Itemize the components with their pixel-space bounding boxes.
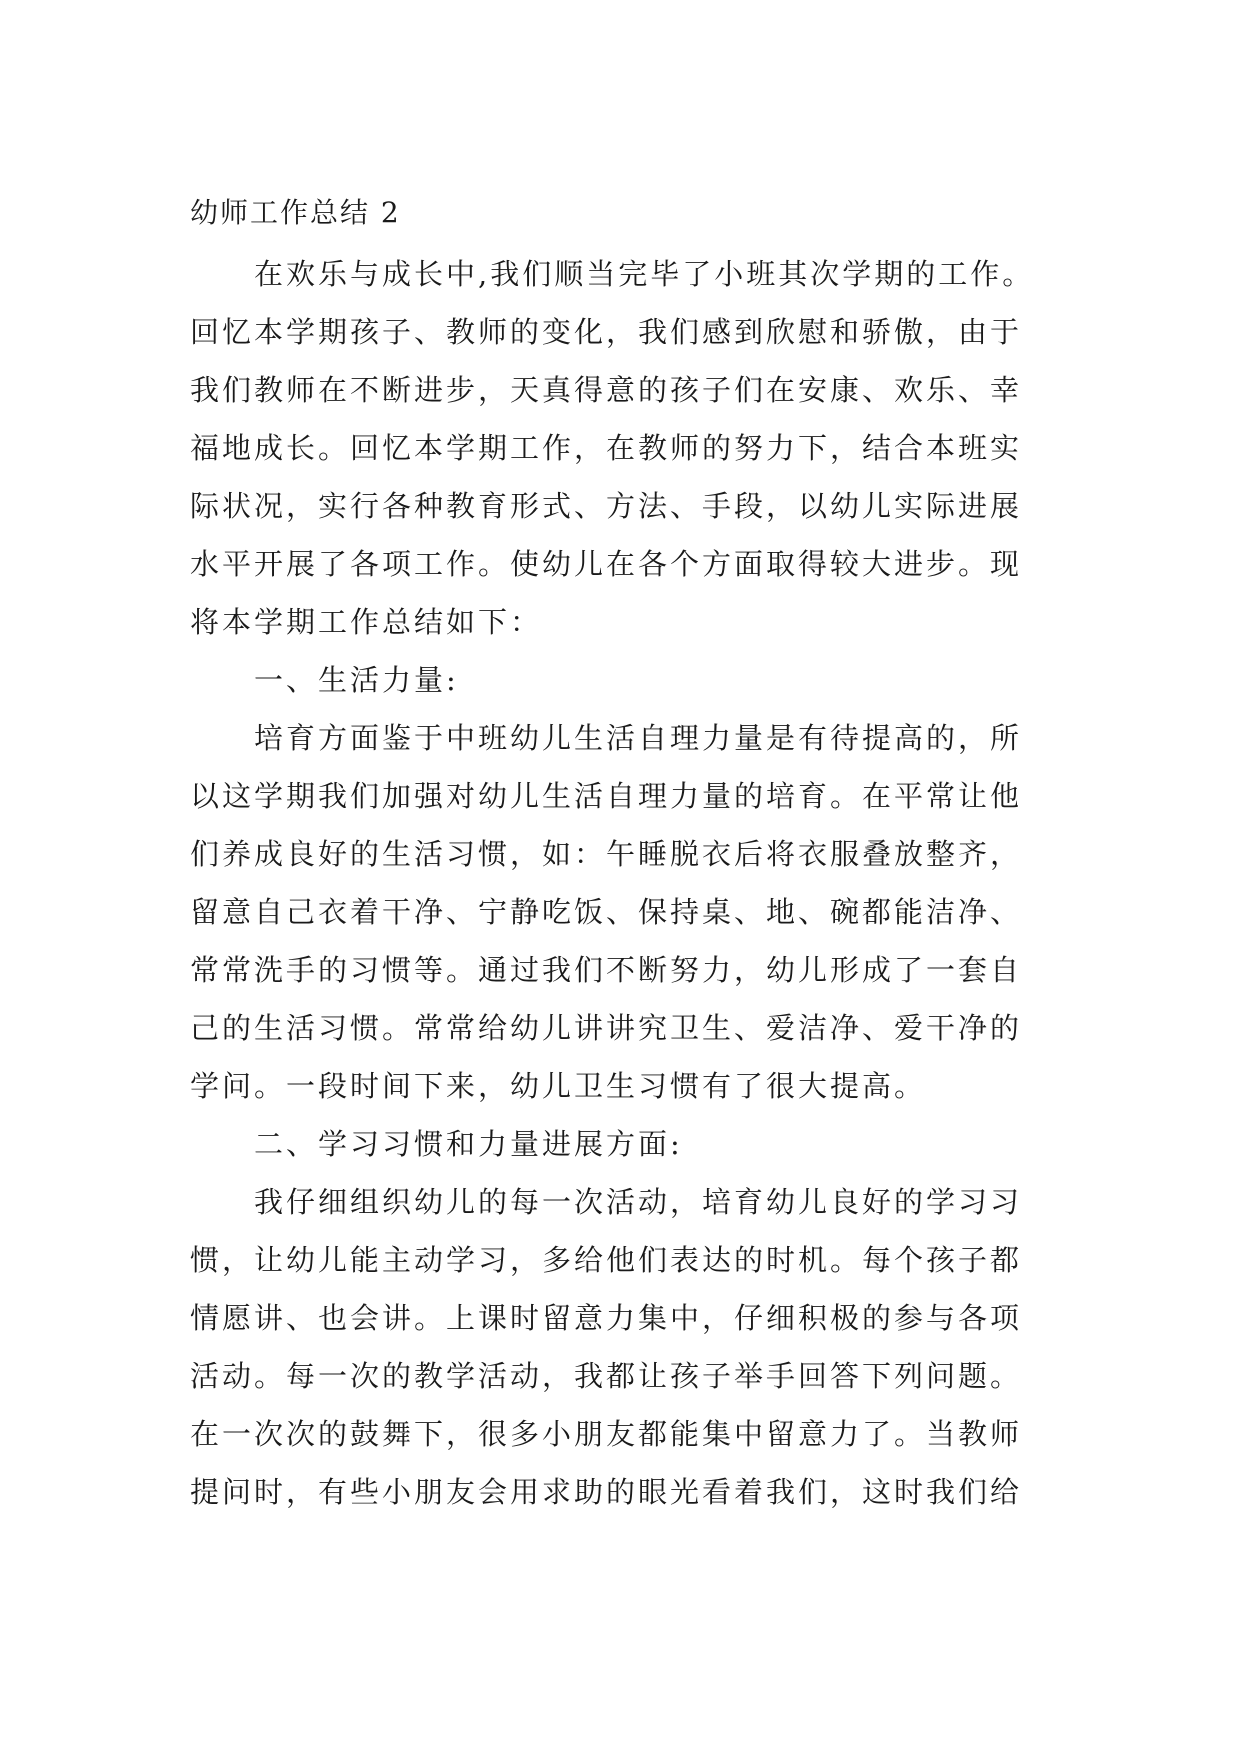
paragraph-line: 留意自己衣着干净、宁静吃饭、保持桌、地、碗都能洁净、 xyxy=(190,895,1023,929)
paragraph-line: 提问时，有些小朋友会用求助的眼光看着我们，这时我们给 xyxy=(190,1475,1023,1509)
paragraph-line: 在欢乐与成长中,我们顺当完毕了小班其次学期的工作。 xyxy=(254,257,1035,291)
paragraph-line: 情愿讲、也会讲。上课时留意力集中，仔细积极的参与各项 xyxy=(190,1301,1023,1335)
paragraph-line: 以这学期我们加强对幼儿生活自理力量的培育。在平常让他 xyxy=(190,779,1023,813)
paragraph-line: 水平开展了各项工作。使幼儿在各个方面取得较大进步。现 xyxy=(190,547,1023,581)
section-heading: 一、生活力量: xyxy=(254,663,459,697)
paragraph-line: 们养成良好的生活习惯，如：午睡脱衣后将衣服叠放整齐， xyxy=(190,837,1023,871)
paragraph-line: 己的生活习惯。常常给幼儿讲讲究卫生、爱洁净、爱干净的 xyxy=(190,1011,1023,1045)
paragraph-line: 学问。一段时间下来，幼儿卫生习惯有了很大提高。 xyxy=(190,1069,927,1103)
paragraph-line: 活动。每一次的教学活动，我都让孩子举手回答下列问题。 xyxy=(190,1359,1023,1393)
paragraph-line: 常常洗手的习惯等。通过我们不断努力，幼儿形成了一套自 xyxy=(190,953,1023,987)
section-heading: 二、学习习惯和力量进展方面: xyxy=(254,1127,683,1161)
paragraph-line: 回忆本学期孩子、教师的变化，我们感到欣慰和骄傲，由于 xyxy=(190,315,1023,349)
paragraph-line: 培育方面鉴于中班幼儿生活自理力量是有待提高的，所 xyxy=(254,721,1023,755)
paragraph-line: 际状况，实行各种教育形式、方法、手段，以幼儿实际进展 xyxy=(190,489,1023,523)
paragraph-line: 我们教师在不断进步，天真得意的孩子们在安康、欢乐、幸 xyxy=(190,373,1023,407)
paragraph-line: 在一次次的鼓舞下，很多小朋友都能集中留意力了。当教师 xyxy=(190,1417,1023,1451)
paragraph-line: 惯，让幼儿能主动学习，多给他们表达的时机。每个孩子都 xyxy=(190,1243,1023,1277)
document-title: 幼师工作总结 2 xyxy=(190,196,401,229)
paragraph-line: 将本学期工作总结如下： xyxy=(190,605,543,639)
paragraph-line: 福地成长。回忆本学期工作，在教师的努力下，结合本班实 xyxy=(190,431,1023,465)
paragraph-line: 我仔细组织幼儿的每一次活动，培育幼儿良好的学习习 xyxy=(254,1185,1023,1219)
